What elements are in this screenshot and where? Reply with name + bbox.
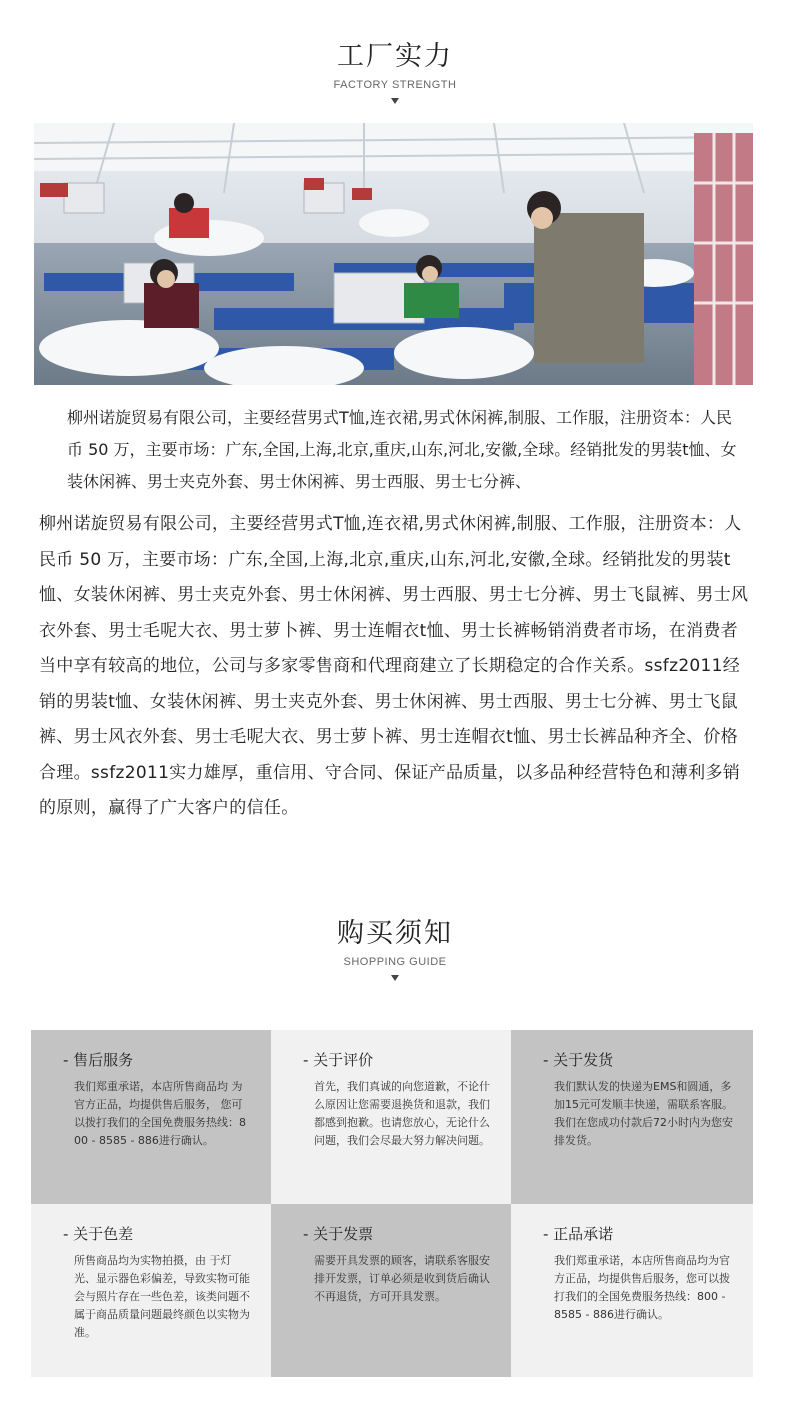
guide-card-title: - 关于发票: [303, 1225, 374, 1243]
down-arrow-icon: [391, 975, 399, 981]
guide-card-after-sales: [31, 1030, 271, 1204]
guide-card-text: 首先，我们真诚的向您道歉，不论什么原因让您需要退换货和退款，我们都感到抱歉。也请您放心，无论什么问题，我们会尽最大努力解决问题。: [314, 1080, 490, 1147]
guide-card-title: - 售后服务: [63, 1051, 134, 1069]
guide-card-authenticity: [511, 1204, 753, 1377]
guide-card-text: 我们默认发的快递为EMS和圆通，多加15元可发顺丰快递，需联系客服。我们在您成功付款后72小时内为您安排发货。: [554, 1080, 733, 1147]
guide-card-text: 我们郑重承诺，本店所售商品均 为官方正品，均提供售后服务， 您可以拨打我们的全国免费服务热线：800 - 8585 - 886进行确认。: [74, 1080, 246, 1147]
guide-subtitle: SHOPPING GUIDE: [343, 956, 447, 968]
guide-card-text: 所售商品均为实物拍摄，由 于灯光、显示器色彩偏差，导致实物可能会与照片存在一些色差，该类问题不属于商品质量问题最终颜色以实物为准。: [74, 1254, 250, 1339]
shopping-guide-grid: [31, 1030, 753, 1377]
guide-card-title: - 关于评价: [303, 1051, 374, 1069]
intro-paragraph-long: 柳州诺旋贸易有限公司，主要经营男式T恤,连衣裙,男式休闲裤,制服、工作服，注册资本：人民币 50 万，主要市场：广东,全国,上海,北京,重庆,山东,河北,安徽,全球。经销批发的男装t恤、女装休闲裤、男士夹克外套、男士休闲裤、男士西服、男士七分裤、男士飞鼠裤、男士风衣外套、男士毛呢大衣、男士萝卜裤、男士连帽衣t恤、男士长裤畅销消费者市场，在消费者当中享有较高的地位，公司与多家零售商和代理商建立了长期稳定的合作关系。ssfz2011经销的男装t恤、女装休闲裤、男士夹克外套、男士休闲裤、男士西服、男士七分裤、男士飞鼠裤、男士风衣外套、男士毛呢大衣、男士萝卜裤、男士连帽衣t恤、男士长裤品种齐全、价格合理。ssfz2011实力雄厚，重信用、守合同、保证产品质量，以多品种经营特色和薄利多销的原则，赢得了广大客户的信任。: [39, 514, 749, 818]
factory-heading: [0, 34, 790, 104]
factory-title: 工厂实力: [337, 41, 453, 72]
down-arrow-icon: [391, 98, 399, 104]
factory-subtitle: FACTORY STRENGTH: [333, 79, 457, 91]
guide-title: 购买须知: [337, 918, 453, 949]
guide-card-text: 需要开具发票的顾客，请联系客服安排开发票，订单必须是收到货后确认不再退货，方可开具发票。: [314, 1254, 490, 1303]
guide-card-color-difference: [31, 1204, 271, 1377]
guide-card-title: - 正品承诺: [543, 1225, 614, 1243]
guide-card-shipping: [511, 1030, 753, 1204]
guide-card-title: - 关于色差: [63, 1225, 134, 1243]
guide-card-invoice: [271, 1204, 511, 1377]
guide-card-reviews: [271, 1030, 511, 1204]
factory-photo: [34, 123, 753, 385]
guide-heading: [0, 911, 790, 981]
guide-card-text: 我们郑重承诺，本店所售商品均为官方正品，均提供售后服务，您可以拨打我们的全国免费服务热线：800 - 8585 - 886进行确认。: [554, 1254, 730, 1321]
guide-card-title: - 关于发货: [543, 1051, 614, 1069]
factory-photo-illustration: [34, 123, 753, 385]
intro-paragraph-short: 柳州诺旋贸易有限公司，主要经营男式T恤,连衣裙,男式休闲裤,制服、工作服，注册资本：人民币 50 万，主要市场：广东,全国,上海,北京,重庆,山东,河北,安徽,全球。经销批发的男装t恤、女装休闲裤、男士夹克外套、男士休闲裤、男士西服、男士七分裤、: [67, 408, 737, 491]
